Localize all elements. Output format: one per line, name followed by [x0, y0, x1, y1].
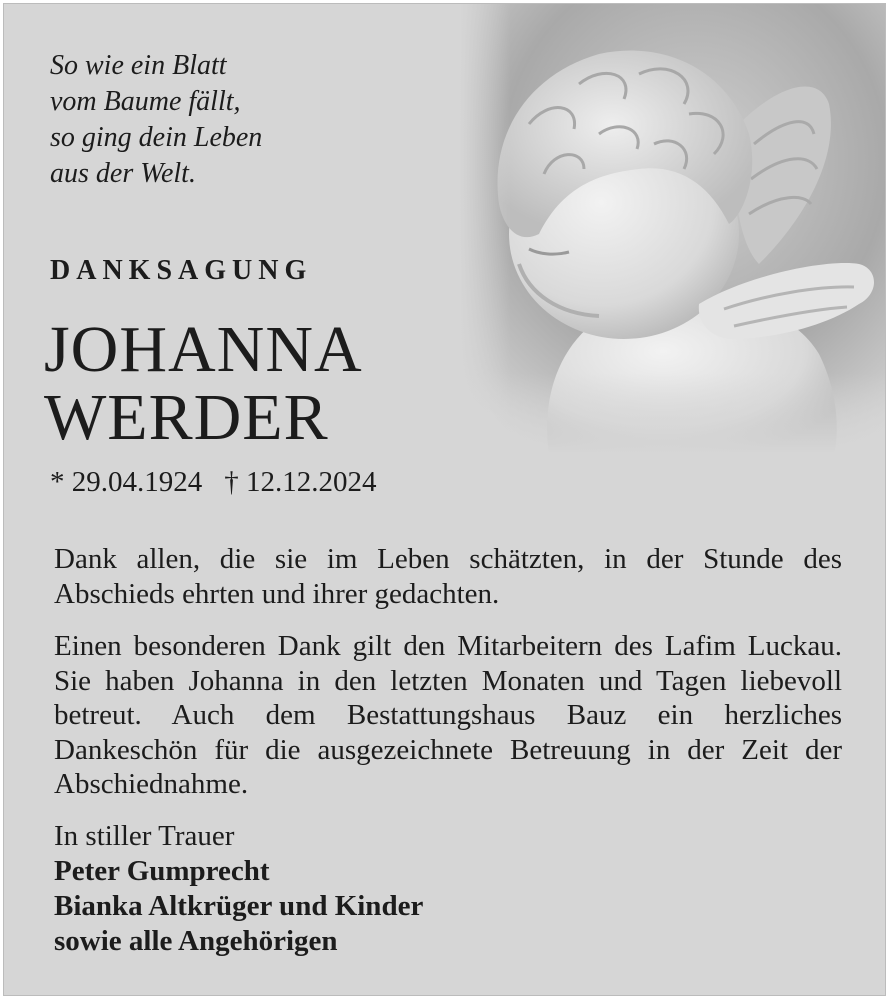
closing-intro: In stiller Trauer	[54, 820, 235, 852]
special-thanks-paragraph: Einen besonderen Dank gilt den Mitarbeitern des Lafim Luckau. Sie haben Johanna in den letzten Monaten und Tagen liebevoll betreut. Auch dem Bestattungshaus Bauz ein herzliches Dankeschön für die ausgezeichnete Betreuung in der Zeit der Abschiednahme.	[54, 630, 842, 800]
mourner-name: sowie alle Angehörigen	[54, 925, 338, 957]
life-dates	[50, 466, 377, 499]
thanks-paragraph: Dank allen, die sie im Leben schätzten, in der Stunde des Abschieds ehrten und ihrer gedachten.	[54, 543, 842, 610]
poem-line: So wie ein Blatt	[50, 50, 227, 81]
mourners-block	[54, 819, 423, 959]
poem-line: so ging dein Leben	[50, 122, 263, 153]
poem	[50, 48, 262, 192]
poem-line: aus der Welt.	[50, 158, 196, 189]
angel-figurine-image	[459, 4, 886, 454]
obituary-notice	[3, 3, 886, 996]
deceased-name	[44, 313, 363, 454]
first-name: JOHANNA	[44, 313, 363, 386]
notice-heading: DANKSAGUNG	[50, 255, 313, 286]
mourner-name: Peter Gumprecht	[54, 855, 270, 887]
birth-date: * 29.04.1924	[50, 466, 203, 498]
last-name: WERDER	[44, 381, 329, 454]
mourner-name: Bianka Altkrüger und Kinder	[54, 890, 424, 922]
poem-line: vom Baume fällt,	[50, 86, 241, 117]
death-date: † 12.12.2024	[224, 466, 377, 498]
